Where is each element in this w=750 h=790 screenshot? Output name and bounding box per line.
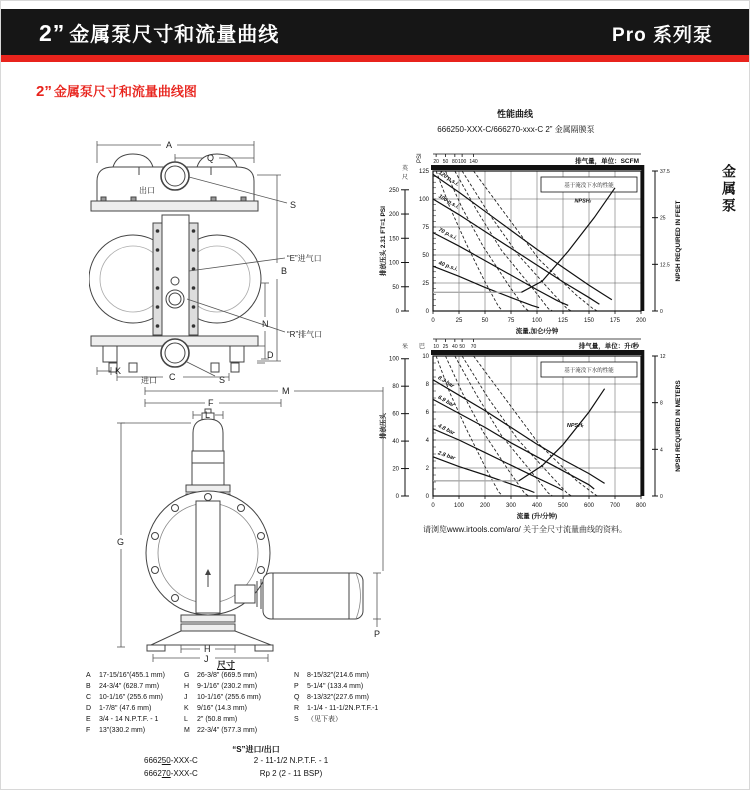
dim-row (86, 725, 165, 736)
svg-text:50: 50 (392, 284, 399, 291)
svg-text:500: 500 (557, 503, 569, 509)
svg-text:6: 6 (425, 410, 429, 416)
dim-row (86, 703, 165, 714)
dim-label-h: H (204, 644, 211, 654)
dims-column-1 (86, 670, 165, 736)
svg-text:6.9 bar: 6.9 bar (436, 394, 456, 409)
dim-row (184, 714, 261, 725)
svg-text:米: 米 (401, 344, 409, 351)
performance-chart-bar (375, 316, 689, 522)
dim-value: 22-3/4" (577.3 mm) (197, 727, 258, 734)
svg-text:2.8 bar: 2.8 bar (437, 450, 456, 462)
series-title (612, 20, 713, 47)
dim-value: 3/4 - 14 N.P.T.F. - 1 (99, 716, 159, 723)
air-inlet-label: “E”进气口 (287, 254, 322, 263)
dim-key: L (184, 716, 188, 723)
dim-label-s-top: S (290, 200, 297, 210)
model-post: -XXX-C (170, 769, 198, 778)
accent-bar (1, 55, 749, 62)
charts-title: 性能曲线 (496, 109, 533, 119)
dim-label-j: J (204, 654, 209, 664)
svg-text:8.3 bar: 8.3 bar (436, 375, 455, 390)
svg-text:8: 8 (425, 382, 429, 388)
svg-text:10: 10 (422, 354, 429, 360)
port-thread-spec: Rp 2 (2 - 11 BSP) (259, 769, 323, 778)
dim-label-s-bottom: S (219, 375, 226, 385)
dim-key: S (294, 716, 299, 723)
svg-text:0: 0 (431, 503, 435, 509)
svg-text:300: 300 (505, 503, 517, 509)
pump-front-view-diagram (89, 131, 349, 393)
svg-text:0: 0 (425, 309, 429, 315)
dim-row (294, 714, 378, 725)
dim-key: E (86, 716, 91, 723)
side-tab-label: 金属泵 (721, 164, 737, 215)
dim-key: B (86, 683, 91, 690)
svg-text:200: 200 (635, 318, 647, 324)
dim-value: （见下表） (307, 716, 342, 723)
svg-text:50: 50 (442, 159, 449, 165)
dim-value: 17-15/16"(455.1 mm) (99, 672, 165, 679)
page-title (39, 18, 279, 47)
pump-front-art (89, 154, 261, 372)
dim-key: K (184, 705, 189, 712)
svg-text:流量,加仑/分钟: 流量,加仑/分钟 (515, 328, 559, 335)
dim-label-b: B (281, 266, 288, 276)
exhaust-label: “R”排气口 (287, 330, 323, 339)
dim-row (294, 670, 378, 681)
dim-label-g: G (117, 537, 125, 547)
dim-value: 1-7/8" (47.6 mm) (99, 705, 152, 712)
series-pro: Pro (612, 25, 647, 46)
section-title-size: 2” (36, 83, 52, 100)
port-thread-spec: 2 - 11-1/2 N.P.T.F. - 1 (253, 756, 329, 765)
model-number (144, 756, 219, 765)
svg-text:700: 700 (609, 503, 621, 509)
dim-label-q: Q (207, 153, 215, 163)
svg-text:125: 125 (418, 169, 429, 175)
charts-subtitle: 666250-XXX-C/666270-xxx-C 2” 金属隔膜泵 (437, 125, 595, 134)
svg-text:0: 0 (660, 309, 663, 315)
dim-value: 9-1/16" (230.2 mm) (197, 683, 258, 690)
s-port-heading: “S”进口/出口 (232, 745, 280, 754)
svg-text:100 p.s.i.: 100 p.s.i. (437, 193, 461, 211)
svg-text:20: 20 (433, 159, 439, 165)
model-pre: 6662 (144, 769, 162, 778)
inlet-label: 进口 (141, 376, 157, 385)
dim-row (86, 681, 165, 692)
model-pre: 6662 (144, 756, 162, 765)
svg-text:4.8 bar: 4.8 bar (436, 423, 456, 437)
svg-text:150: 150 (388, 236, 399, 243)
dim-label-k: K (115, 366, 122, 376)
dim-label-a: A (166, 140, 173, 150)
svg-text:40 p.s.i.: 40 p.s.i. (437, 260, 459, 273)
svg-text:基于淹没下水的性能: 基于淹没下水的性能 (564, 368, 614, 374)
svg-text:0: 0 (431, 318, 435, 324)
svg-text:25: 25 (422, 281, 429, 287)
dim-key: M (184, 727, 190, 734)
svg-text:140: 140 (469, 159, 478, 165)
svg-text:PSI: PSI (417, 153, 423, 163)
model-post: -XXX-C (170, 756, 198, 765)
svg-text:100: 100 (457, 159, 467, 165)
svg-text:400: 400 (531, 503, 543, 509)
dim-label-d: D (267, 350, 274, 360)
dim-value: 13"(330.2 mm) (99, 727, 146, 734)
dim-value: 8-13/32"(227.6 mm) (307, 694, 370, 701)
svg-text:NPSH REQUIRED IN METERS: NPSH REQUIRED IN METERS (675, 380, 682, 472)
svg-text:100: 100 (388, 356, 399, 363)
svg-text:175: 175 (609, 318, 621, 324)
svg-text:基于淹没下水的性能: 基于淹没下水的性能 (564, 183, 614, 189)
dims-heading: 尺寸 (216, 660, 235, 670)
svg-text:20: 20 (392, 466, 399, 473)
svg-text:70: 70 (470, 344, 477, 350)
dim-row (184, 681, 261, 692)
svg-text:英: 英 (401, 165, 409, 172)
series-text: 系列泵 (652, 25, 713, 46)
dim-row (184, 692, 261, 703)
svg-text:25: 25 (455, 318, 463, 324)
svg-text:0: 0 (425, 494, 429, 500)
dim-row (184, 725, 261, 736)
dim-key: N (294, 672, 300, 679)
svg-text:50: 50 (422, 253, 429, 259)
svg-text:100: 100 (531, 318, 543, 324)
svg-text:125: 125 (557, 318, 569, 324)
outlet-label: 出口 (139, 186, 155, 195)
svg-text:150: 150 (583, 318, 595, 324)
dim-label-n: N (262, 319, 269, 329)
svg-text:60: 60 (392, 411, 399, 418)
svg-text:25: 25 (660, 215, 666, 222)
dim-value: 2" (50.8 mm) (197, 716, 238, 723)
svg-text:0: 0 (395, 494, 399, 500)
model-underlined: 50 (161, 756, 171, 765)
svg-text:0: 0 (395, 309, 399, 315)
dim-label-f: F (208, 398, 214, 408)
svg-text:8: 8 (660, 400, 663, 407)
section-title-text: 金属泵尺寸和流量曲线图 (53, 84, 197, 99)
svg-text:4: 4 (425, 438, 429, 444)
dim-key: D (86, 705, 92, 712)
dim-value: 1-1/4 - 11-1/2N.P.T.F.-1 (307, 705, 379, 712)
dim-row (86, 692, 165, 703)
svg-text:40: 40 (392, 439, 399, 446)
svg-text:75: 75 (422, 225, 429, 231)
svg-text:排气量，单位：升/秒: 排气量，单位：升/秒 (578, 343, 639, 350)
dim-key: J (184, 694, 188, 701)
pump-side-view-diagram (93, 375, 393, 667)
dim-value: 24-3/4" (628.7 mm) (99, 683, 160, 690)
svg-text:120 p.s.i.: 120 p.s.i. (437, 170, 460, 188)
svg-text:NPSHᵣ: NPSHᵣ (574, 198, 592, 205)
dim-label-c: C (169, 372, 176, 382)
svg-text:尺: 尺 (401, 174, 409, 181)
dim-row (86, 670, 165, 681)
svg-text:排放压头 2.31 FT=1 PSI: 排放压头 2.31 FT=1 PSI (380, 206, 387, 276)
header-bar (1, 9, 749, 55)
dim-key: H (184, 683, 190, 690)
section-title (36, 81, 197, 100)
svg-text:800: 800 (635, 503, 647, 509)
svg-text:600: 600 (583, 503, 595, 509)
svg-text:37.5: 37.5 (660, 169, 670, 175)
svg-text:200: 200 (388, 212, 399, 219)
curves-url-note: 请浏览www.irtools.com/aro/ 关于全尺寸流量曲线的资料。 (422, 525, 628, 534)
dims-column-2 (184, 670, 261, 736)
svg-text:0: 0 (660, 494, 663, 500)
svg-text:40: 40 (452, 344, 458, 350)
svg-text:80: 80 (452, 159, 458, 165)
dim-value: 10-1/16" (255.6 mm) (197, 694, 261, 701)
dim-key: G (184, 672, 190, 679)
dim-key: A (86, 672, 91, 679)
dim-key: C (86, 694, 92, 701)
dim-value: 26-3/8" (669.5 mm) (197, 672, 258, 679)
svg-text:70 p.s.i.: 70 p.s.i. (437, 227, 458, 242)
svg-text:10: 10 (433, 344, 439, 350)
model-number (144, 769, 219, 778)
dim-label-p: P (374, 629, 381, 639)
svg-text:100: 100 (453, 503, 465, 509)
svg-text:巴: 巴 (418, 344, 425, 350)
svg-text:NPSHᵣ: NPSHᵣ (566, 423, 584, 430)
svg-text:250: 250 (388, 187, 399, 194)
page-title-text: 金属泵尺寸和流量曲线 (69, 24, 280, 46)
svg-text:12.5: 12.5 (660, 262, 670, 269)
dim-key: Q (294, 694, 300, 701)
svg-text:50: 50 (481, 318, 489, 324)
dim-value: 9/16" (14.3 mm) (197, 705, 247, 712)
svg-text:12: 12 (660, 354, 666, 360)
svg-text:80: 80 (392, 384, 399, 391)
dim-row (86, 714, 165, 725)
svg-text:2: 2 (425, 466, 429, 472)
dim-row (184, 703, 261, 714)
svg-text:100: 100 (418, 197, 429, 203)
dims-column-3 (294, 670, 378, 725)
dim-row (294, 692, 378, 703)
dim-label-l: L (205, 410, 211, 420)
svg-text:NPSH REQUIRED IN FEET: NPSH REQUIRED IN FEET (675, 200, 682, 282)
dim-key: F (86, 727, 91, 734)
dim-row (294, 703, 378, 714)
svg-text:排气量，单位：SCFM: 排气量，单位：SCFM (575, 158, 639, 165)
dim-value: 10-1/16" (255.6 mm) (99, 694, 163, 701)
dim-value: 8-15/32"(214.6 mm) (307, 672, 370, 679)
model-underlined: 70 (161, 769, 171, 778)
page-title-size: 2” (39, 20, 66, 46)
dim-value: 5-1/4" (133.4 mm) (307, 683, 364, 690)
svg-text:流量 (升/分钟): 流量 (升/分钟) (516, 513, 558, 520)
dim-row (184, 670, 261, 681)
svg-text:75: 75 (507, 318, 515, 324)
svg-text:4: 4 (660, 447, 663, 454)
svg-text:100: 100 (388, 260, 399, 267)
svg-text:200: 200 (479, 503, 491, 509)
svg-text:50: 50 (459, 344, 465, 350)
performance-chart-psi (375, 131, 689, 337)
dim-key: R (294, 705, 300, 712)
svg-text:排放压头: 排放压头 (380, 413, 387, 439)
dim-label-m: M (282, 386, 290, 396)
pump-side-art (146, 409, 363, 651)
svg-text:25: 25 (442, 344, 449, 350)
dim-row (294, 681, 378, 692)
dim-key: P (294, 683, 299, 690)
